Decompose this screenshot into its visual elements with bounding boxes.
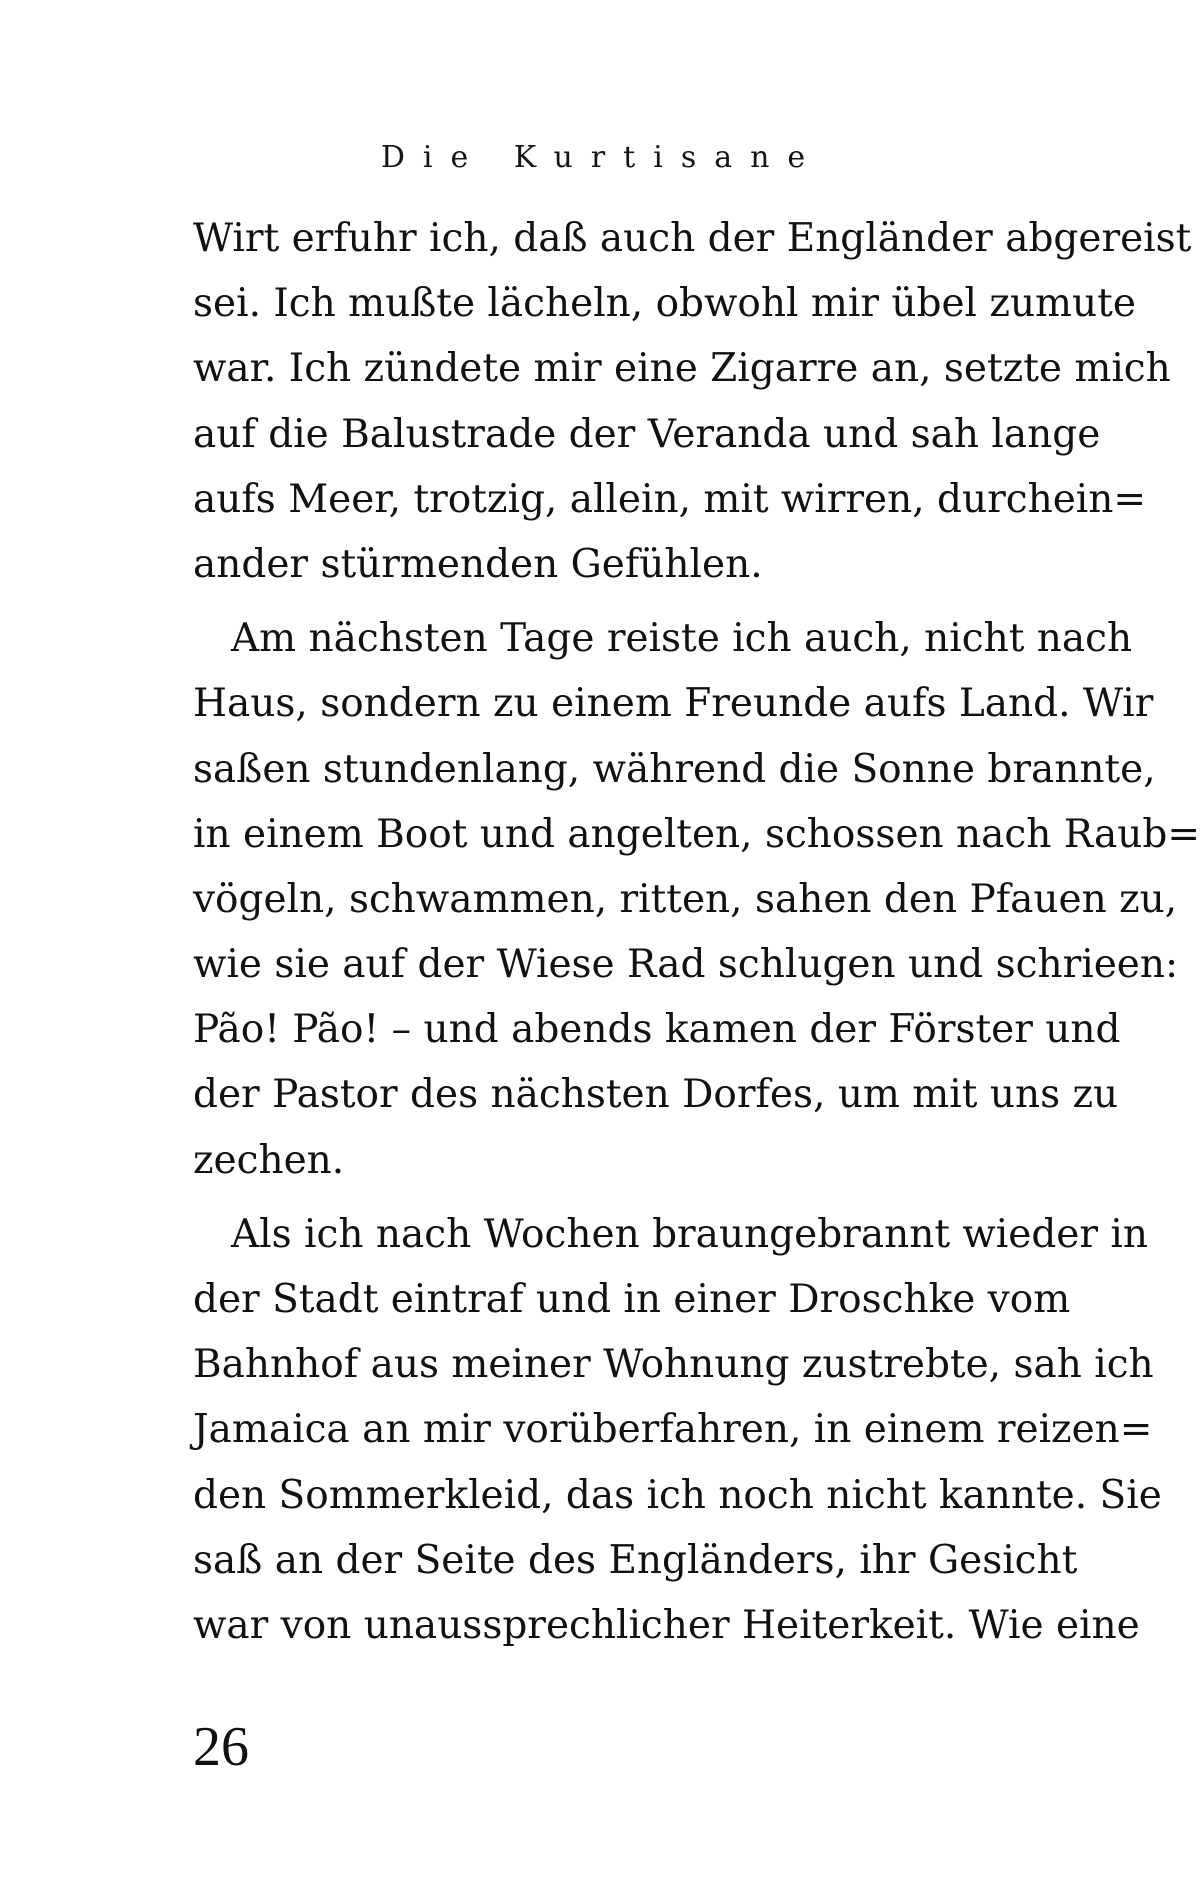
text-line: aufs Meer, trotzig, allein, mit wirren, durchein= — [193, 476, 1147, 522]
text-line: war. Ich zündete mir eine Zigarre an, setzte mich — [193, 346, 1171, 392]
text-line: Haus, sondern zu einem Freunde aufs Land. Wir — [193, 681, 1154, 727]
text-line: den Sommerkleid, das ich noch nicht kannte. Sie — [193, 1472, 1162, 1518]
text-line: Als ich nach Wochen braungebrannt wieder in — [231, 1211, 1148, 1257]
paragraph-spacer — [193, 1193, 1041, 1202]
paragraph-spacer — [193, 597, 1041, 606]
text-line: zechen. — [193, 1137, 345, 1183]
text-line: der Pastor des nächsten Dorfes, um mit uns zu — [193, 1072, 1119, 1118]
paragraph — [193, 1202, 1162, 1658]
text-line: Bahnhof aus meiner Wohnung zustrebte, sah ich — [193, 1342, 1154, 1388]
text-line: in einem Boot und angelten, schossen nach Raub= — [193, 811, 1201, 857]
text-line: Am nächsten Tage reiste ich auch, nicht nach — [231, 616, 1133, 662]
paragraph — [193, 606, 1201, 1193]
text-line: war von unaussprechlicher Heiterkeit. Wie eine — [193, 1602, 1140, 1648]
text-line: Jamaica an mir vorüberfahren, in einem reizen= — [193, 1407, 1153, 1453]
text-line: Pão! Pão! – und abends kamen der Förster und — [193, 1007, 1121, 1053]
text-line: vögeln, schwammen, ritten, sahen den Pfauen zu, — [193, 876, 1178, 922]
text-line: saßen stundenlang, während die Sonne brannte, — [193, 746, 1156, 792]
body-text — [193, 206, 1201, 1658]
text-line: saß an der Seite des Engländers, ihr Gesicht — [193, 1537, 1078, 1583]
text-line: Wirt erfuhr ich, daß auch der Engländer abgereist — [193, 216, 1192, 261]
text-line: der Stadt eintraf und in einer Droschke vom — [193, 1277, 1071, 1322]
text-line: ander stürmenden Gefühlen. — [193, 541, 763, 587]
text-line: wie sie auf der Wiese Rad schlugen und schrieen: — [193, 942, 1179, 988]
running-head: Die Kurtisane — [380, 140, 824, 175]
paragraph — [193, 206, 1192, 597]
text-line: auf die Balustrade der Veranda und sah lange — [193, 411, 1101, 457]
page-number: 26 — [193, 1716, 249, 1778]
text-line: sei. Ich mußte lächeln, obwohl mir übel zumute — [193, 281, 1136, 327]
